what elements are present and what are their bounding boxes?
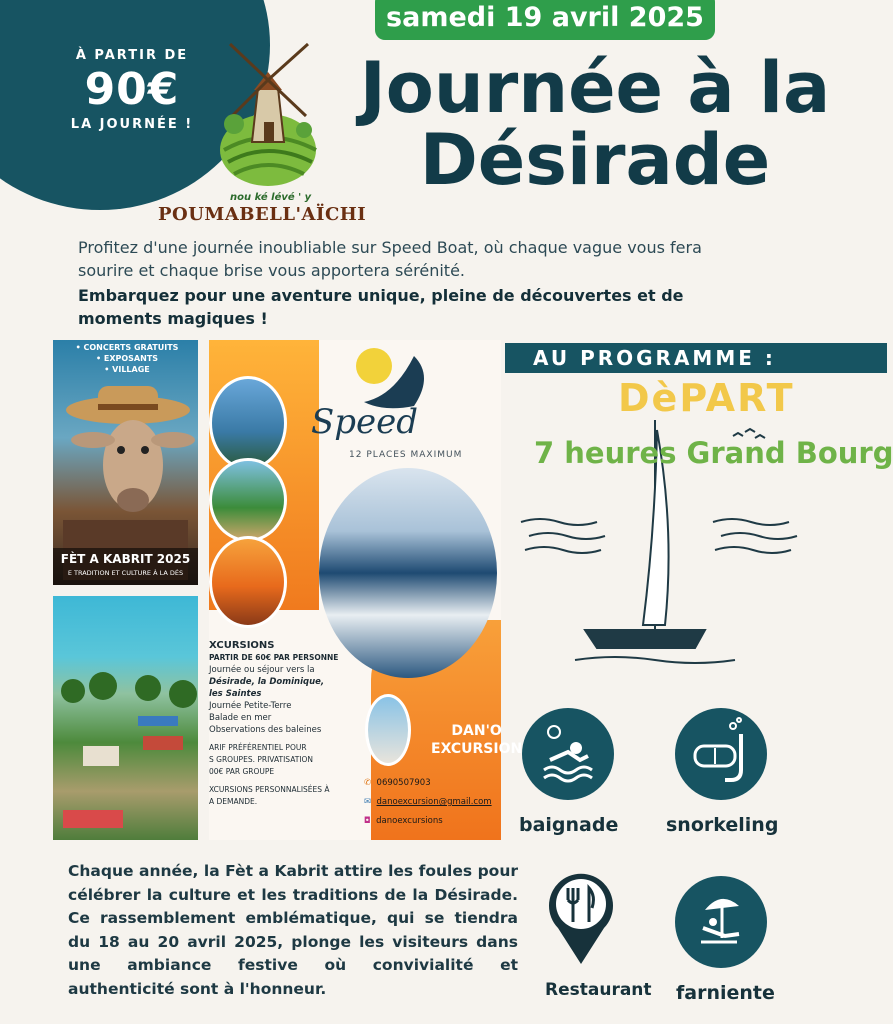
flyer-goat-caption bbox=[53, 548, 198, 585]
detail-line-2: Désirade, la Dominique, bbox=[209, 677, 325, 687]
intro-bold-text: Embarquez pour une aventure unique, pleine de découvertes et de moments magiques ! bbox=[78, 286, 684, 328]
title-line-2: Désirade bbox=[419, 119, 771, 201]
excursions-heading: XCURSIONS bbox=[209, 640, 275, 651]
palm-trees-icon bbox=[53, 596, 198, 840]
activity-baignade: baignade bbox=[519, 814, 619, 836]
tarif-line-1: ARIF PRÉFÉRENTIEL POUR bbox=[209, 743, 307, 752]
flyer-dano-details bbox=[209, 640, 359, 808]
perso-line-2: A DEMANDE. bbox=[209, 797, 258, 806]
detail-price: PARTIR DE 60€ PAR PERSONNE bbox=[209, 653, 339, 662]
flyer-goat-bullet-2: • EXPOSANTS bbox=[95, 354, 159, 363]
dano-excursion-flyer bbox=[209, 340, 523, 840]
page-title bbox=[300, 47, 890, 201]
tarif-line-2: S GROUPES. PRIVATISATION bbox=[209, 755, 314, 764]
detail-line-1: Journée ou séjour vers la bbox=[209, 665, 315, 675]
contact-instagram: danoexcursions bbox=[376, 816, 443, 826]
departure-time: 7 heures Grand Bourg bbox=[534, 436, 893, 470]
activity-restaurant: Restaurant bbox=[545, 980, 652, 1000]
date-badge: samedi 19 avril 2025 bbox=[375, 0, 715, 40]
flyer-dano-places: 12 PLACES MAXIMUM bbox=[349, 450, 463, 460]
snorkeling-badge bbox=[675, 708, 767, 800]
dano-brand-1: DAN'O bbox=[451, 723, 502, 739]
contact-email: danoexcursion@gmail.com bbox=[376, 797, 492, 807]
flyer-dano-title: Speed bbox=[311, 402, 419, 442]
price-from: À PARTIR DE bbox=[75, 48, 189, 63]
detail-line-5: Balade en mer bbox=[209, 713, 272, 723]
flyer-goat-bullet-1: • CONCERTS GRATUITS bbox=[75, 343, 179, 352]
email-icon: ✉ bbox=[364, 797, 372, 807]
beach-chair-icon bbox=[675, 876, 767, 968]
depart-heading: DèPART bbox=[618, 376, 795, 420]
logo-name: POUMABELL'AÏCHI bbox=[158, 204, 367, 225]
farniente-badge bbox=[675, 876, 767, 968]
dano-brand-2: EXCURSION bbox=[431, 741, 523, 757]
beach-village-photo bbox=[53, 596, 198, 840]
price-block bbox=[52, 48, 212, 132]
event-description: Chaque année, la Fèt a Kabrit attire les foules pour célébrer la culture et les traditions de la Désirade. Ce rassemblement emblématique, qui se tiendra du 18 au 20 avril 2025, plonge les visiteurs dans une ambiance festive où convivialité et authenticité sont à l'honneur. bbox=[68, 862, 518, 998]
flyer-goat-title: FÈT A KABRIT 2025 bbox=[60, 552, 191, 566]
phone-icon: ✆ bbox=[364, 778, 372, 788]
instagram-icon: ◘ bbox=[364, 816, 371, 826]
captain-photo bbox=[365, 694, 411, 766]
perso-line-1: XCURSIONS PERSONNALISÉES À bbox=[209, 785, 330, 794]
activity-farniente: farniente bbox=[676, 982, 775, 1004]
price-amount: 90€ bbox=[84, 64, 180, 115]
flyer-goat-bullet-3: • VILLAGE bbox=[104, 365, 150, 374]
dano-brand bbox=[431, 722, 522, 758]
title-line-1: Journée à la bbox=[359, 47, 831, 129]
activity-snorkeling: snorkeling bbox=[666, 814, 779, 836]
detail-line-4: Journée Petite-Terre bbox=[209, 701, 292, 711]
detail-line-3: les Saintes bbox=[209, 689, 262, 699]
detail-line-6: Observations des baleines bbox=[209, 725, 322, 735]
restaurant-pin-icon bbox=[544, 868, 618, 968]
price-per: LA JOURNÉE ! bbox=[70, 117, 194, 132]
intro-text: Profitez d'une journée inoubliable sur Speed Boat, où chaque vague vous fera sourire et chaque brise vous apportera sérénité. bbox=[78, 238, 702, 280]
photo-sunset bbox=[209, 536, 287, 628]
contact-phone: 0690507903 bbox=[376, 778, 431, 788]
tarif-line-3: 00€ PAR GROUPE bbox=[209, 767, 275, 776]
logo-tagline: nou ké lévé ' y bbox=[230, 192, 312, 203]
dano-contacts bbox=[364, 774, 492, 831]
program-header: AU PROGRAMME : bbox=[505, 343, 887, 373]
photo-island bbox=[209, 458, 287, 542]
photo-coast bbox=[209, 376, 287, 470]
swimmer-icon bbox=[522, 708, 614, 800]
flyer-goat-subtitle: E TRADITION ET CULTURE À LA DÉS bbox=[67, 569, 184, 577]
baignade-badge bbox=[522, 708, 614, 800]
snorkel-mask-icon bbox=[675, 708, 767, 800]
